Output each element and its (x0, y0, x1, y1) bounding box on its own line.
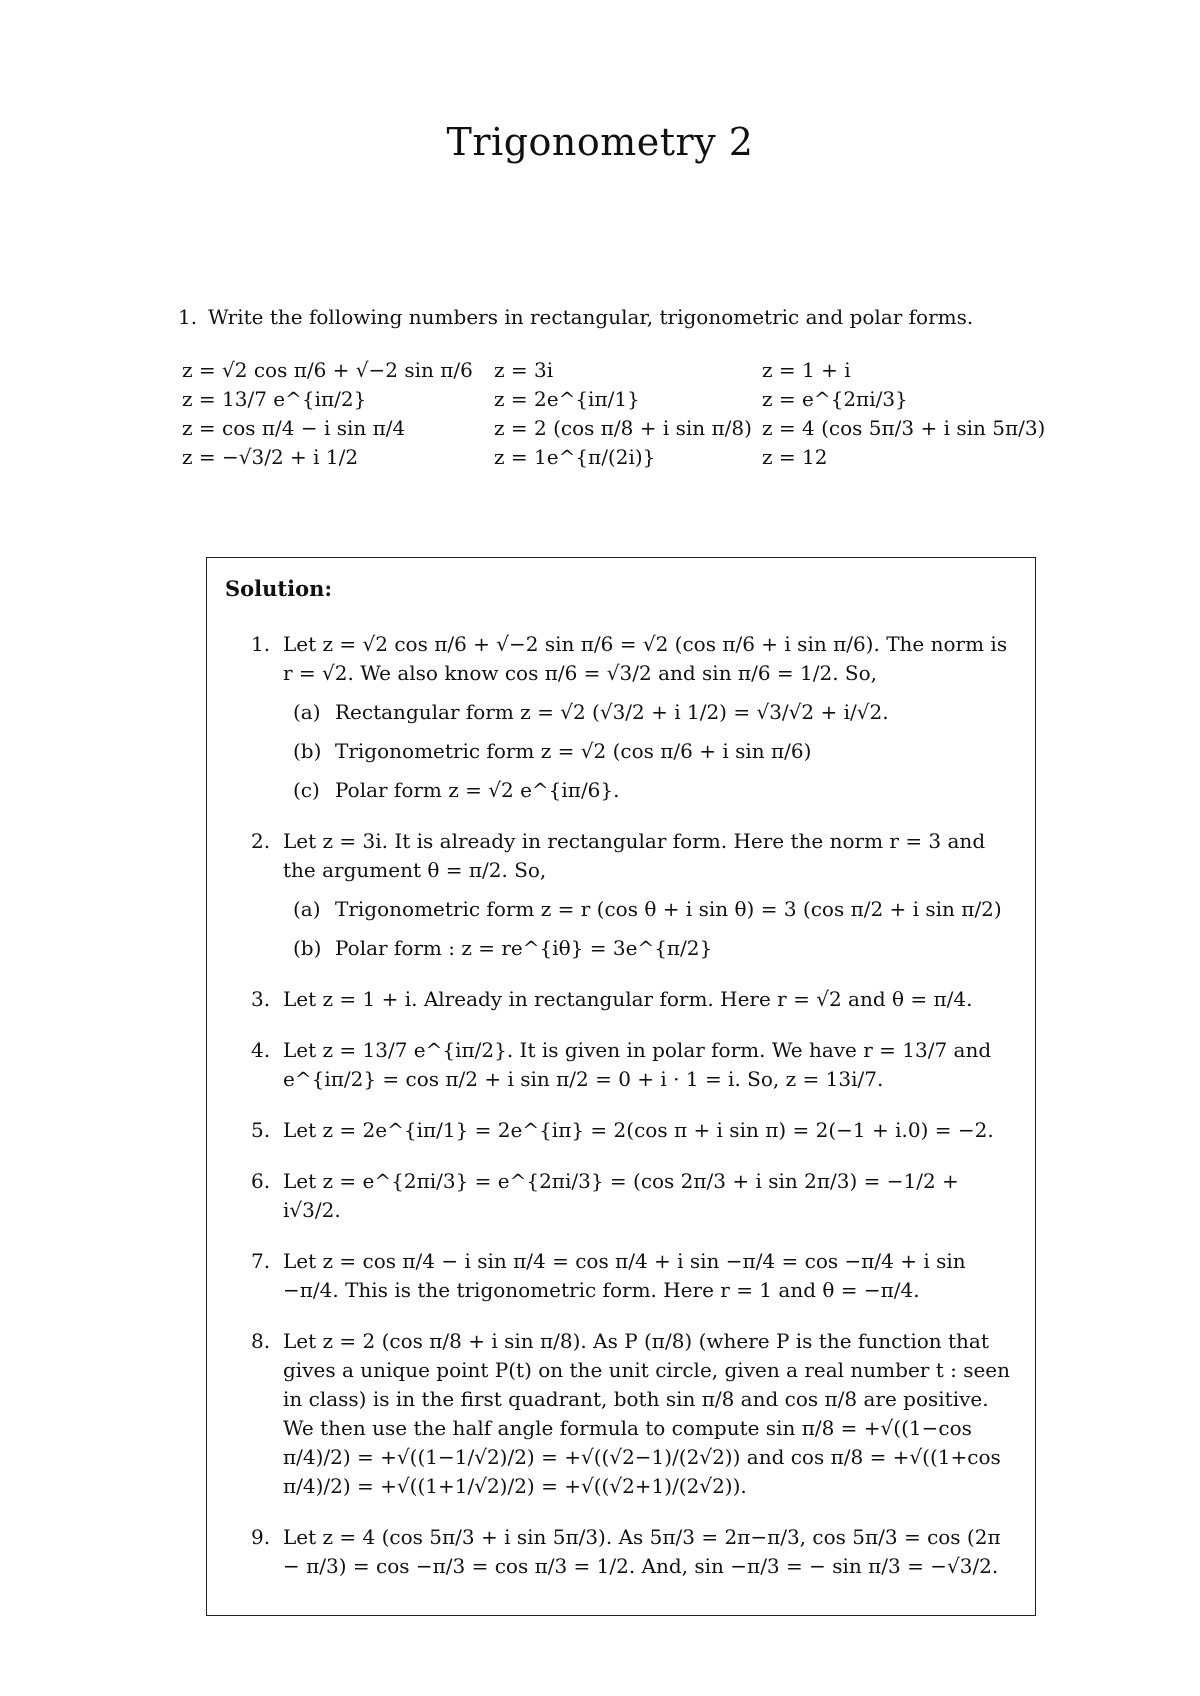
sub-list (283, 895, 1021, 963)
item-number: 9. (251, 1525, 271, 1549)
page-title: Trigonometry 2 (446, 120, 754, 164)
number-expression: z = 13/7 e^{iπ/2} (182, 387, 367, 411)
number-expression: z = 4 (cos 5π/3 + i sin 5π/3) (762, 416, 1046, 440)
sub-text: Trigonometric form z = √2 (cos π/6 + i sin π/6) (335, 739, 812, 763)
solution-item-9 (251, 1523, 1021, 1581)
solution-item-1 (251, 630, 1021, 805)
question-text: Write the following numbers in rectangular, trigonometric and polar forms. (208, 305, 974, 329)
item-text: Let z = 2 (cos π/8 + i sin π/8). As P (π/8) (where P is the function that gives a unique point P(t) on the unit circle, given a real number t : seen in class) is in the first quadrant, both sin π/8 and cos π/8 are positive. We then use the half angle formula to compute sin π/8 = +√((1−cos π/4)/2) = +√((1−1/√2)/2) = +√((√2−1)/(2√2)) and cos π/8 = +√((1+cos π/4)/2) = +√((1+1/√2)/2) = +√((√2+1)/(2√2)). (283, 1329, 1011, 1498)
item-number: 7. (251, 1249, 271, 1273)
solution-item-6 (251, 1167, 1021, 1225)
sub-item (283, 934, 1021, 963)
solution-heading: Solution: (225, 576, 333, 601)
number-expression: z = 12 (762, 445, 828, 469)
sub-text: Rectangular form z = √2 (√3/2 + i 1/2) = √3/√2 + i/√2. (335, 700, 889, 724)
number-expression: z = cos π/4 − i sin π/4 (182, 416, 406, 440)
numbers-grid (182, 358, 1046, 469)
solution-box (206, 557, 1036, 1616)
sub-label: (a) (293, 897, 321, 921)
number-expression: z = 2e^{iπ/1} (494, 387, 640, 411)
item-number: 3. (251, 987, 271, 1011)
sub-item (283, 776, 1021, 805)
sub-list (283, 698, 1021, 805)
item-number: 6. (251, 1169, 271, 1193)
sub-text: Polar form z = √2 e^{iπ/6}. (335, 778, 620, 802)
sub-text: Trigonometric form z = r (cos θ + i sin θ) = 3 (cos π/2 + i sin π/2) (335, 897, 1002, 921)
sub-label: (b) (293, 936, 322, 960)
item-text: Let z = cos π/4 − i sin π/4 = cos π/4 + i sin −π/4 = cos −π/4 + i sin −π/4. This is the trigonometric form. Here r = 1 and θ = −π/4. (283, 1249, 966, 1302)
item-text: Let z = 2e^{iπ/1} = 2e^{iπ} = 2(cos π + i sin π) = 2(−1 + i.0) = −2. (283, 1118, 994, 1142)
sub-label: (a) (293, 700, 321, 724)
item-number: 1. (251, 632, 271, 656)
solution-item-8 (251, 1327, 1021, 1501)
number-expression: z = −√3/2 + i 1/2 (182, 445, 359, 469)
item-text: Let z = e^{2πi/3} = e^{2πi/3} = (cos 2π/3 + i sin 2π/3) = −1/2 + i√3/2. (283, 1169, 959, 1222)
item-text: Let z = 4 (cos 5π/3 + i sin 5π/3). As 5π/3 = 2π−π/3, cos 5π/3 = cos (2π − π/3) = cos −π/3 = cos π/3 = 1/2. And, sin −π/3 = − sin π/3 = −√3/2. (283, 1525, 1001, 1578)
sub-label: (b) (293, 739, 322, 763)
solution-list (251, 630, 1021, 1603)
sub-item (283, 698, 1021, 727)
solution-item-5 (251, 1116, 1021, 1145)
number-expression: z = 1 + i (762, 358, 851, 382)
number-expression: z = √2 cos π/6 + √−2 sin π/6 (182, 358, 473, 382)
solution-item-2 (251, 827, 1021, 963)
number-expression: z = e^{2πi/3} (762, 387, 908, 411)
question-1 (178, 305, 973, 329)
sub-label: (c) (293, 778, 320, 802)
number-expression: z = 2 (cos π/8 + i sin π/8) (494, 416, 752, 440)
number-expression: z = 3i (494, 358, 554, 382)
item-number: 4. (251, 1038, 271, 1062)
item-text: Let z = √2 cos π/6 + √−2 sin π/6 = √2 (cos π/6 + i sin π/6). The norm is r = √2. We also know cos π/6 = √3/2 and sin π/6 = 1/2. So, (283, 632, 1008, 685)
question-number: 1. (178, 305, 198, 329)
sub-item (283, 895, 1021, 924)
sub-item (283, 737, 1021, 766)
item-number: 5. (251, 1118, 271, 1142)
item-text: Let z = 13/7 e^{iπ/2}. It is given in polar form. We have r = 13/7 and e^{iπ/2} = cos π/2 + i sin π/2 = 0 + i · 1 = i. So, z = 13i/7. (283, 1038, 992, 1091)
solution-item-4 (251, 1036, 1021, 1094)
item-number: 2. (251, 829, 271, 853)
solution-item-3 (251, 985, 1021, 1014)
number-expression: z = 1e^{π/(2i)} (494, 445, 656, 469)
item-number: 8. (251, 1329, 271, 1353)
solution-item-7 (251, 1247, 1021, 1305)
sub-text: Polar form : z = re^{iθ} = 3e^{π/2} (335, 936, 713, 960)
item-text: Let z = 1 + i. Already in rectangular form. Here r = √2 and θ = π/4. (283, 987, 973, 1011)
item-text: Let z = 3i. It is already in rectangular form. Here the norm r = 3 and the argument θ = π/2. So, (283, 829, 986, 882)
